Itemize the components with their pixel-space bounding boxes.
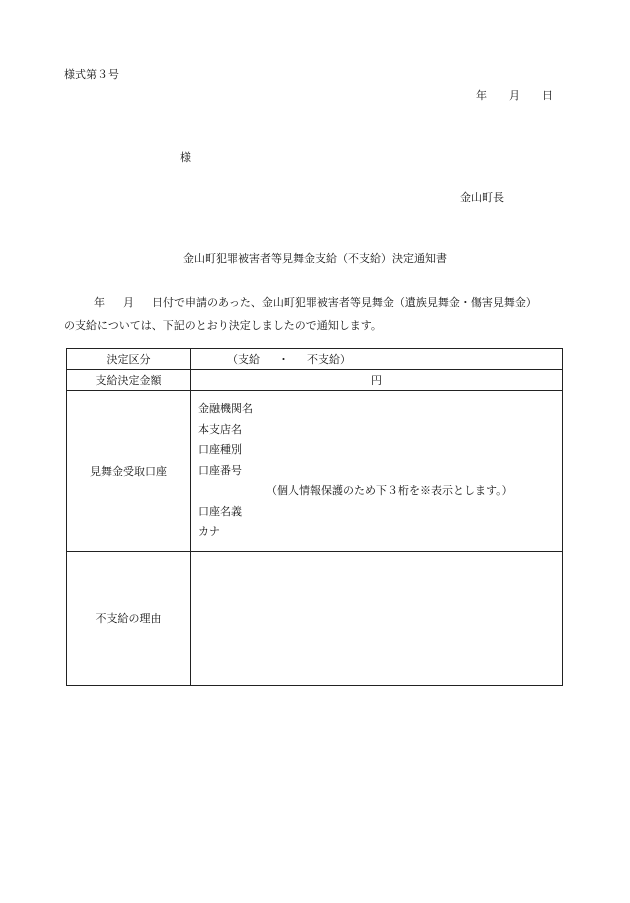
amount-row <box>67 370 563 391</box>
reason-label: 不支給の理由 <box>67 551 191 685</box>
amount-label: 支給決定金額 <box>67 370 191 391</box>
body-line-1 <box>64 291 564 314</box>
body-year: 年 <box>94 296 105 309</box>
decision-options <box>191 349 563 370</box>
reason-field <box>191 551 563 685</box>
date-line <box>476 87 553 103</box>
date-year: 年 <box>476 89 487 102</box>
option-separator: ・ <box>278 353 289 366</box>
decision-table <box>66 348 563 686</box>
body-paragraph <box>64 291 564 337</box>
date-month: 月 <box>509 89 520 102</box>
decision-row <box>67 349 563 370</box>
option-pay: （支給 <box>227 353 260 366</box>
account-holder-field: 口座名義 <box>198 504 242 518</box>
body-line-2: の支給については、下記のとおり決定しましたので通知します。 <box>64 319 382 332</box>
body-line-1-rest: 日付で申請のあった、金山町犯罪被害者等見舞金（遺族見舞金・傷害見舞金） <box>152 296 537 309</box>
date-day: 日 <box>542 89 553 102</box>
addressee-suffix: 様 <box>180 151 191 164</box>
account-label: 見舞金受取口座 <box>67 391 191 552</box>
account-details <box>191 391 563 552</box>
account-kana-field: カナ <box>198 525 220 538</box>
bank-name-field: 金融機関名 <box>198 402 253 415</box>
document-title: 金山町犯罪被害者等見舞金支給（不支給）決定通知書 <box>183 252 447 265</box>
form-number: 様式第３号 <box>64 68 119 81</box>
reason-row <box>67 551 563 685</box>
branch-name-field: 本支店名 <box>198 422 242 436</box>
amount-value: 円 <box>191 370 563 391</box>
sender-name: 金山町長 <box>460 191 504 204</box>
decision-label: 決定区分 <box>67 349 191 370</box>
account-type-field: 口座種別 <box>198 443 242 456</box>
account-number-field: 口座番号 <box>198 463 242 477</box>
option-nonpay: 不支給） <box>307 353 351 366</box>
privacy-note: （個人情報保護のため下３桁を※表示とします。） <box>266 484 513 497</box>
account-row <box>67 391 563 552</box>
body-month: 月 <box>123 296 134 309</box>
